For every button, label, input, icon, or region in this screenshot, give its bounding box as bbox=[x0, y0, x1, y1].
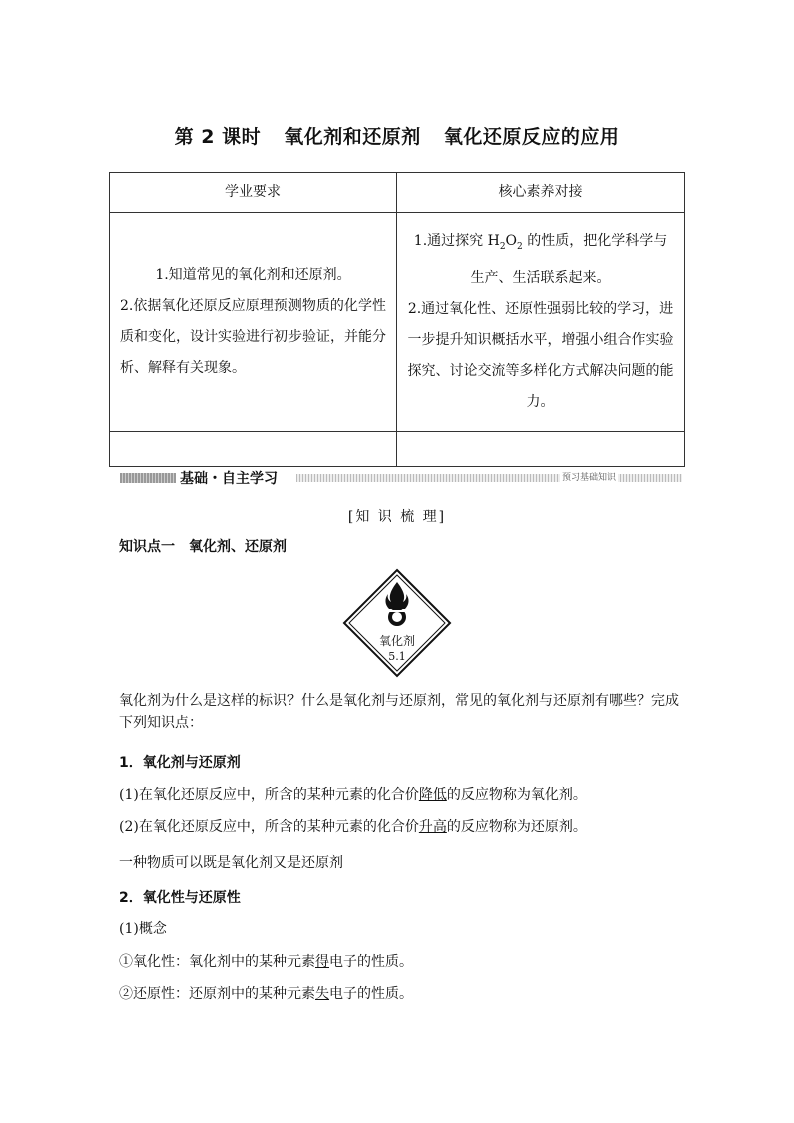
answer-decrease: 降低 bbox=[418, 787, 447, 803]
header-core-literacy: 核心素养对接 bbox=[397, 173, 685, 213]
answer-gain: 得 bbox=[315, 954, 329, 970]
empty-cell-left bbox=[110, 432, 397, 467]
empty-cell-right bbox=[397, 432, 685, 467]
note: 一种物质可以既是氧化剂又是还原剂 bbox=[119, 855, 343, 871]
oxidizer-hazard-sign bbox=[342, 568, 452, 678]
page-title bbox=[0, 122, 794, 149]
section-band bbox=[120, 470, 682, 486]
sign-code: 5.1 bbox=[388, 650, 406, 663]
sign-label: 氧化剂 bbox=[378, 634, 415, 648]
concept-heading: (1)概念 bbox=[119, 921, 167, 937]
knowledge-point-heading bbox=[119, 536, 287, 556]
definition-reducer: (2)在氧化还原反应中，所含的某种元素的化合价升高的反应物称为还原剂。 bbox=[119, 819, 587, 835]
section-title: [知 识 梳 理] bbox=[347, 509, 447, 525]
literacy-1: 1.通过探究 $H_2O_2$ 的性质，把化学科学与生产、生活联系起来。 bbox=[413, 233, 668, 286]
learning-requirements-cell bbox=[110, 213, 397, 432]
requirements-table bbox=[109, 172, 685, 467]
core-literacy-cell bbox=[397, 213, 685, 432]
knowledge-point-name: 氧化剂、还原剂 bbox=[189, 539, 287, 555]
requirement-2: 2.依据氧化还原反应原理预测物质的化学性质和变化，设计实验进行初步验证，并能分析、解释有关现象。 bbox=[120, 298, 386, 376]
answer-lose: 失 bbox=[315, 986, 329, 1002]
intro-paragraph: 氧化剂为什么是这样的标识？什么是氧化剂与还原剂，常见的氧化剂与还原剂有哪些？完成下列知识点： bbox=[119, 693, 679, 731]
lesson-topic-1: 氧化剂和还原剂 bbox=[284, 126, 421, 148]
lesson-topic-2: 氧化还原反应的应用 bbox=[443, 126, 620, 148]
heading-oxidizing-reducing: 2．氧化性与还原性 bbox=[119, 890, 241, 906]
band-tag: 预习基础知识 bbox=[560, 470, 618, 483]
knowledge-point-number: 知识点一 bbox=[119, 539, 175, 555]
heading-oxidizer-reducer: 1．氧化剂与还原剂 bbox=[119, 755, 241, 771]
concept-reducing: ②还原性：还原剂中的某种元素失电子的性质。 bbox=[119, 986, 413, 1002]
band-decoration-right bbox=[296, 474, 682, 482]
definition-oxidizer: (1)在氧化还原反应中，所含的某种元素的化合价降低的反应物称为氧化剂。 bbox=[119, 787, 587, 803]
band-decoration-left bbox=[120, 473, 176, 483]
answer-increase: 升高 bbox=[418, 819, 447, 835]
literacy-2: 2.通过氧化性、还原性强弱比较的学习，进一步提升知识概括水平，增强小组合作实验探究、讨论交流等多样化方式解决问题的能力。 bbox=[407, 300, 674, 410]
requirement-1: 1.知道常见的氧化剂和还原剂。 bbox=[155, 267, 351, 283]
band-label: 基础・自主学习 bbox=[180, 471, 278, 487]
lesson-number: 第 2 课时 bbox=[174, 126, 262, 148]
header-learning-requirements: 学业要求 bbox=[110, 173, 397, 213]
concept-oxidizing: ①氧化性：氧化剂中的某种元素得电子的性质。 bbox=[119, 954, 413, 970]
